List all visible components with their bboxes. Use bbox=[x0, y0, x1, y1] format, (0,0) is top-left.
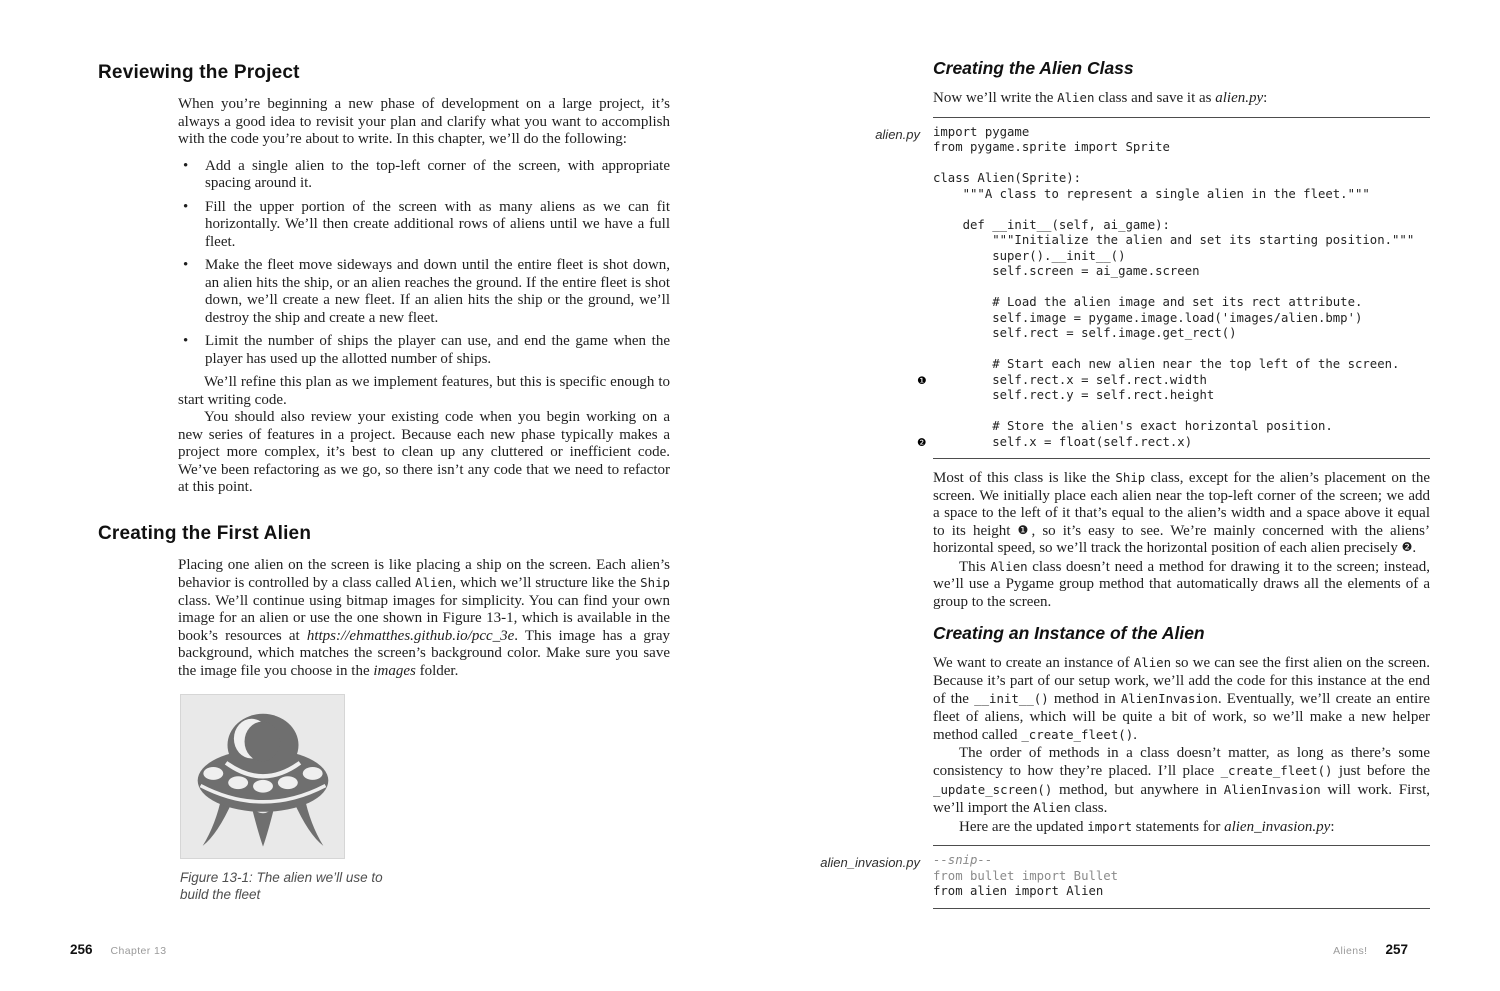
left-page-column bbox=[98, 62, 670, 903]
paragraph-most-of-class bbox=[933, 469, 1430, 558]
text-segment: just before the bbox=[1332, 763, 1430, 779]
figure-caption: Figure 13-1: The alien we’ll use to build the fleet bbox=[180, 870, 383, 902]
paragraph-listing-intro bbox=[933, 89, 1430, 108]
page-number: 257 bbox=[1385, 942, 1408, 957]
code-line bbox=[933, 264, 1430, 280]
code-line bbox=[933, 326, 1430, 342]
alien-ufo-icon bbox=[192, 706, 334, 848]
code-text: super().__init__() bbox=[933, 248, 1126, 263]
code-line bbox=[933, 357, 1430, 373]
paragraph-intro: When you’re beginning a new phase of development on a large project, it’s always a good idea to revisit your plan and clarify what you want to accomplish with the code you’re about to write. In this chapter, we’ll do the following: bbox=[178, 96, 670, 147]
code-text: # Start each new alien near the top left of the screen. bbox=[933, 357, 1400, 371]
text-segment: Alien bbox=[1133, 655, 1172, 670]
section-heading-reviewing-project: Reviewing the Project bbox=[98, 62, 300, 83]
text-segment: _update_screen() bbox=[933, 781, 1053, 797]
text-segment: Alien bbox=[990, 558, 1028, 574]
text-segment: will work. First, we’ll import the bbox=[933, 781, 1430, 816]
text-segment: _create_fleet() bbox=[1021, 727, 1134, 742]
code-line bbox=[933, 202, 1430, 218]
paragraph-review-code: You should also review your existing code when you begin working on a new series of features in a project. Because each new phase typically makes a project more complex, it’s best to clean up any cluttered or inefficient code. We’ve been refactoring as we go, so there isn’t any code that we need to refactor at this point. bbox=[178, 409, 670, 495]
code-line bbox=[933, 853, 1430, 869]
text-segment: class and save it as bbox=[1094, 90, 1216, 106]
text-segment: Ship bbox=[1115, 470, 1146, 485]
code-text: self.rect.x = self.rect.width bbox=[933, 372, 1207, 387]
section-heading-alien-instance: Creating an Instance of the Alien bbox=[933, 623, 1205, 643]
text-segment: _create_fleet() bbox=[1220, 763, 1333, 778]
text-segment: , so it’s easy to see. We’re mainly concerned with the aliens’ horizontal speed, so we’ll track the horizontal position of each alien precisely bbox=[933, 522, 1430, 556]
text-segment: . bbox=[1133, 727, 1137, 743]
text-segment: The order of methods in a class doesn’t matter, as long as there’s some consistency to how they’re placed. I’ll place bbox=[933, 744, 1430, 779]
text-segment: We want to create an instance of bbox=[933, 655, 1134, 671]
numbered-marker: ❶ bbox=[1017, 522, 1032, 537]
text-segment: AlienInvasion bbox=[1120, 691, 1218, 706]
left-page-footer bbox=[70, 941, 166, 959]
text-segment: : bbox=[1330, 818, 1335, 835]
code-text: # Store the alien's exact horizontal position. bbox=[933, 419, 1333, 433]
numbered-marker: ❷ bbox=[1401, 540, 1413, 554]
plan-bullet-list bbox=[178, 158, 670, 369]
code-line bbox=[933, 125, 1430, 141]
code-line bbox=[933, 233, 1430, 249]
code-line bbox=[933, 311, 1430, 327]
running-head-section: Aliens! bbox=[1333, 945, 1368, 957]
text-segment: statements for bbox=[1132, 818, 1225, 835]
code-line bbox=[933, 419, 1430, 435]
numbered-marker: ❶ bbox=[917, 374, 927, 387]
list-item: • Limit the number of ships the player can use, and end the game when the player has used up the allotted number of ships. bbox=[178, 333, 670, 368]
right-page-column bbox=[820, 58, 1430, 919]
list-item: • Make the fleet move sideways and down until the entire fleet is shot down, an alien hits the ship, or an alien reaches the ground. If the entire fleet is shot down, we’ll create a new fleet. If an alien hits the ship or the ground, we’ll destroy the ship and create a new fleet. bbox=[178, 257, 670, 327]
code-listing-alien-invasion-py bbox=[820, 845, 1430, 909]
text-segment: This bbox=[959, 558, 991, 575]
code-text: from alien import Alien bbox=[933, 884, 1104, 898]
text-segment: , which we’ll structure like the bbox=[452, 575, 641, 591]
text-segment: : bbox=[1263, 90, 1268, 106]
code-text: # Load the alien image and set its rect attribute. bbox=[933, 295, 1363, 309]
code-text: from bullet import Bullet bbox=[933, 868, 1119, 883]
text-segment: alien_invasion.py bbox=[1224, 818, 1331, 835]
text-segment: images bbox=[373, 662, 416, 679]
code-line bbox=[933, 218, 1430, 234]
section-heading-first-alien: Creating the First Alien bbox=[98, 522, 312, 544]
code-line bbox=[933, 404, 1430, 420]
text-segment: method, but anywhere in bbox=[1052, 781, 1224, 798]
code-line bbox=[933, 295, 1430, 311]
code-line bbox=[933, 156, 1430, 172]
text-segment: class, except for the alien’s placement on the screen. We initially place each alien near the top-left corner of the screen; we add a space to the left of it that’s equal to the alien’s width and a space above it equal to its height bbox=[933, 470, 1430, 539]
list-item: • Fill the upper portion of the screen with as many aliens as we can fit horizontally. We’ll then create additional rows of aliens until we have a full fleet. bbox=[178, 199, 670, 252]
code-filename-label: alien_invasion.py bbox=[820, 855, 920, 870]
text-segment: Alien bbox=[415, 575, 453, 590]
code-text: import pygame bbox=[933, 124, 1030, 139]
text-segment: . This image has a gray background, which matches the screen’s background color. Make sure you save the image file you choose in the bbox=[178, 627, 670, 679]
code-line bbox=[933, 388, 1430, 404]
code-block bbox=[917, 124, 1430, 451]
text-segment: __init__() bbox=[974, 691, 1049, 706]
code-text bbox=[933, 202, 940, 216]
code-line bbox=[917, 372, 1430, 389]
text-segment: Alien bbox=[1033, 800, 1071, 815]
code-text: def __init__(self, ai_game): bbox=[933, 217, 1170, 232]
text-segment: alien.py bbox=[1215, 90, 1264, 106]
code-text: """A class to represent a single alien in the fleet.""" bbox=[933, 186, 1370, 201]
text-segment: Now we’ll write the bbox=[933, 90, 1058, 106]
text-segment: Here are the updated bbox=[959, 818, 1088, 835]
code-line bbox=[933, 342, 1430, 358]
text-segment: . bbox=[1412, 540, 1417, 556]
code-text: """Initialize the alien and set its starting position.""" bbox=[933, 233, 1415, 247]
text-segment: Placing one alien on the screen is like placing a ship on the screen. Each alien’s behavior is controlled by a class called bbox=[178, 556, 670, 591]
section-heading-alien-class: Creating the Alien Class bbox=[933, 58, 1134, 78]
code-text: self.screen = ai_game.screen bbox=[933, 264, 1200, 278]
text-segment: so we can see the first alien on the screen. Because it’s part of our setup work, we’ll add the code for this instance at the end of the bbox=[933, 655, 1430, 707]
paragraph-updated-imports bbox=[933, 818, 1430, 837]
code-line bbox=[917, 434, 1430, 451]
code-line bbox=[933, 171, 1430, 187]
code-line bbox=[933, 140, 1430, 156]
code-text: class Alien(Sprite): bbox=[933, 171, 1082, 185]
text-segment: . Eventually, we’ll create an entire fleet of aliens, which will be quite a bit of work, so we’ll make a new helper method called bbox=[933, 691, 1430, 743]
code-line bbox=[933, 884, 1430, 900]
text-segment: AlienInvasion bbox=[1223, 781, 1321, 797]
text-segment: import bbox=[1087, 818, 1133, 834]
text-segment: Alien bbox=[1057, 90, 1095, 105]
page-number: 256 bbox=[70, 942, 93, 957]
text-segment: https://ehmatthes.github.io/pcc_3e bbox=[306, 627, 515, 644]
code-text: self.rect = self.image.get_rect() bbox=[933, 326, 1237, 340]
numbered-marker: ❷ bbox=[917, 436, 927, 449]
figure-image-frame bbox=[180, 694, 345, 859]
list-item: • Add a single alien to the top-left corner of the screen, with appropriate spacing around it. bbox=[178, 158, 670, 193]
code-block bbox=[933, 853, 1430, 900]
text-segment: class doesn’t need a method for drawing it to the screen; instead, we’ll use a Pygame group method that automatically draws all the elements of a group to the screen. bbox=[933, 558, 1430, 610]
code-text: self.rect.y = self.rect.height bbox=[933, 388, 1215, 402]
text-segment: class. bbox=[1070, 800, 1108, 816]
text-segment: Most of this class is like the bbox=[933, 470, 1116, 486]
code-line bbox=[933, 280, 1430, 296]
code-text: --snip-- bbox=[933, 853, 993, 867]
paragraph-group-method bbox=[933, 558, 1430, 612]
text-segment: class. We’ll continue using bitmap images for simplicity. You can find your own image for an alien or use the one shown in Figure 13-1, which is available in the book’s resources at bbox=[178, 592, 670, 644]
code-text bbox=[933, 404, 940, 418]
text-segment: Ship bbox=[640, 575, 670, 590]
code-listing-alien-py bbox=[875, 117, 1430, 460]
code-filename-label: alien.py bbox=[875, 126, 920, 142]
paragraph-create-instance bbox=[933, 654, 1430, 745]
paragraph-refine: We’ll refine this plan as we implement features, but this is specific enough to start writing code. bbox=[178, 374, 670, 408]
code-text bbox=[933, 342, 940, 356]
code-text: from pygame.sprite import Sprite bbox=[933, 140, 1170, 154]
code-line bbox=[933, 869, 1430, 885]
figure-13-1 bbox=[180, 694, 670, 903]
code-line bbox=[933, 249, 1430, 265]
right-page-footer bbox=[1333, 941, 1408, 959]
text-segment: method in bbox=[1048, 691, 1121, 707]
text-segment: folder. bbox=[415, 662, 459, 679]
running-head-chapter: Chapter 13 bbox=[110, 945, 167, 957]
code-text: self.x = float(self.rect.x) bbox=[933, 434, 1193, 449]
code-text bbox=[933, 156, 940, 170]
paragraph-first-alien bbox=[178, 557, 670, 681]
code-text bbox=[933, 280, 940, 294]
code-line bbox=[933, 187, 1430, 203]
code-text: self.image = pygame.image.load('images/alien.bmp') bbox=[933, 310, 1363, 325]
paragraph-method-order bbox=[933, 745, 1430, 818]
